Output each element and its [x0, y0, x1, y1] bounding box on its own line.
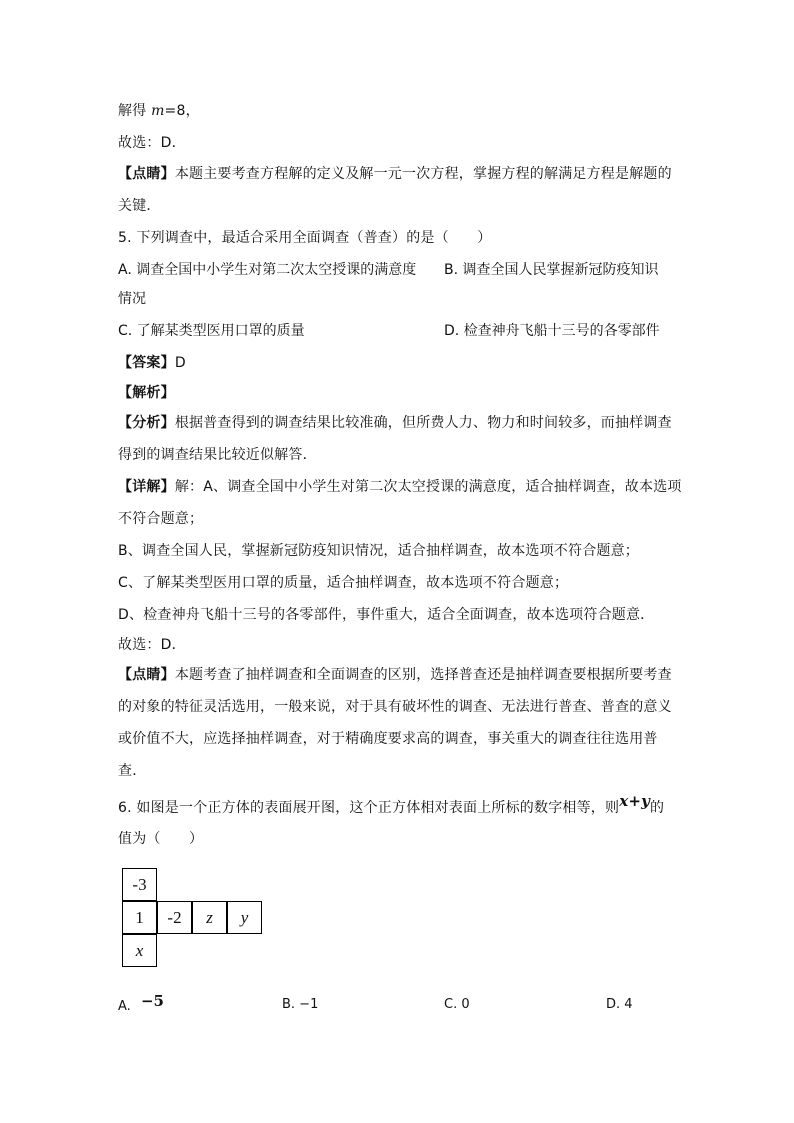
q5-option-d: D. 检查神舟飞船十三号的各零部件 [444, 323, 660, 339]
xiangjie-line [118, 478, 682, 496]
solution-suffix: =8， [164, 103, 200, 119]
fenxi-tag: 【分析】 [118, 415, 175, 431]
q6-option-b: B. −1 [282, 997, 319, 1012]
q6-option-d: D. 4 [606, 997, 633, 1012]
xiangjie-line-2: 不符合题意； [118, 511, 204, 527]
answer-tag: 【答案】 [118, 355, 175, 371]
xiangjie-tag: 【详解】 [118, 479, 175, 495]
dianjing-text: 本题考查了抽样调查和全面调查的区别，选择普查还是抽样调查要根据所要考查 [174, 667, 672, 683]
detail-d: D、检查神舟飞船十三号的各零部件，事件重大，适合全面调查，故本选项符合题意． [118, 607, 655, 623]
remark-tag: 【点睛】 [118, 166, 175, 182]
q5-option-c: C. 了解某类型医用口罩的质量 [118, 323, 305, 339]
net-cell-4: y [227, 901, 262, 934]
q5-choose: 故选：D． [118, 637, 186, 653]
q6-option-c: C. 0 [444, 997, 470, 1012]
net-cell-3: z [192, 901, 227, 934]
q6-stem [118, 792, 665, 817]
q5-option-b: B. 调查全国人民掌握新冠防疫知识 [444, 262, 659, 278]
net-cell-bottom: x [122, 934, 157, 967]
xiangjie-text: 解：A、调查全国中小学生对第二次太空授课的满意度，适合抽样调查，故本选项 [174, 479, 682, 495]
q5-option-a: A. 调查全国中小学生对第二次太空授课的满意度 [118, 262, 417, 278]
choose-line: 故选：D． [118, 135, 186, 151]
q6-option-a-label: A. [118, 999, 131, 1014]
detail-c: C、了解某类型医用口罩的质量，适合抽样调查，故本选项不符合题意； [118, 575, 569, 591]
fenxi-line [118, 414, 672, 432]
q6-stem-text: 6. 如图是一个正方体的表面展开图，这个正方体相对表面上所标的数字相等，则 [118, 800, 620, 816]
net-cell-1: 1 [122, 901, 157, 934]
dianjing-line-3: 或价值不大，应选择抽样调查，对于精确度要求高的调查，事关重大的调查往往选用普 [118, 731, 658, 747]
dianjing-line-2: 的对象的特征灵活选用，一般来说，对于具有破坏性的调查、无法进行普查、普查的意义 [118, 699, 672, 715]
solution-line [118, 102, 200, 120]
q6-option-a [118, 992, 164, 1016]
fenxi-line-2: 得到的调查结果比较近似解答． [118, 447, 317, 463]
detail-b: B、调查全国人民，掌握新冠防疫知识情况，适合抽样调查，故本选项不符合题意； [118, 543, 640, 559]
dianjing-line [118, 666, 672, 684]
remark-line [118, 165, 672, 183]
q5-stem: 5. 下列调查中，最适合采用全面调查（普查）的是（ ） [118, 230, 492, 246]
q6-option-a-value: −5 [140, 992, 164, 1010]
q6-stem-2: 值为（ ） [118, 831, 204, 847]
q6-expression: x+y [619, 792, 651, 810]
remark-line-2: 关键． [118, 198, 161, 214]
answer-value: D [174, 355, 186, 371]
variable-m: m [151, 103, 165, 119]
dianjing-tag: 【点睛】 [118, 667, 175, 683]
q6-stem-end: 的 [650, 800, 665, 816]
answer-line [118, 354, 186, 372]
fenxi-text: 根据普查得到的调查结果比较准确，但所费人力、物力和时间较多，而抽样调查 [174, 415, 672, 431]
net-cell-2: -2 [157, 901, 192, 934]
q5-option-b-cont: 情况 [118, 291, 146, 307]
net-cell-top: -3 [122, 868, 157, 901]
remark-text: 本题主要考查方程解的定义及解一元一次方程，掌握方程的解满足方程是解题的 [174, 166, 672, 182]
analysis-tag: 【解析】 [118, 385, 175, 401]
solution-prefix: 解得 [118, 103, 152, 119]
dianjing-line-4: 查． [118, 763, 147, 779]
